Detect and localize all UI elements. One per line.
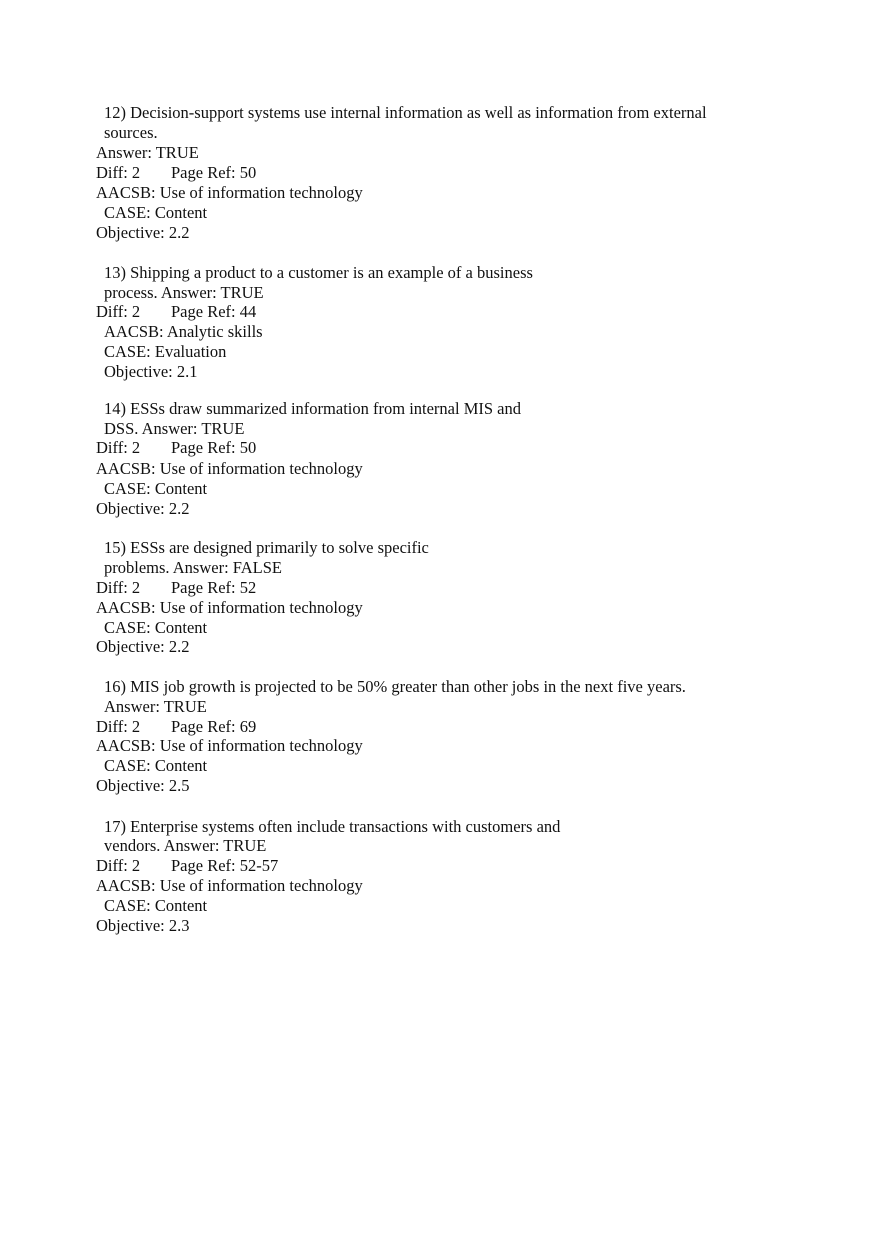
question-16-aacsb: AACSB: Use of information technology xyxy=(96,736,363,755)
question-14-objective: Objective: 2.2 xyxy=(96,499,190,518)
question-17-objective: Objective: 2.3 xyxy=(96,916,190,935)
question-15-objective: Objective: 2.2 xyxy=(96,637,190,656)
question-14-text-cont: DSS. Answer: TRUE xyxy=(104,419,245,438)
question-15-aacsb: AACSB: Use of information technology xyxy=(96,598,363,617)
question-12-answer: Answer: TRUE xyxy=(96,143,199,162)
question-15-case: CASE: Content xyxy=(104,618,208,637)
question-13-page-ref: Page Ref: 44 xyxy=(171,302,257,321)
question-15-text-cont: problems. Answer: FALSE xyxy=(104,558,282,577)
question-14-aacsb: AACSB: Use of information technology xyxy=(96,459,363,478)
question-12-aacsb: AACSB: Use of information technology xyxy=(96,183,363,202)
question-12-text: 12) Decision-support systems use internal information as well as information from external xyxy=(104,103,707,122)
question-16-answer: Answer: TRUE xyxy=(104,697,207,716)
question-13-objective: Objective: 2.1 xyxy=(104,362,198,381)
question-13-case: CASE: Evaluation xyxy=(104,342,227,361)
question-13-text-cont: process. Answer: TRUE xyxy=(104,283,264,302)
question-17-page-ref: Page Ref: 52-57 xyxy=(171,856,279,875)
question-14-diff: Diff: 2 xyxy=(96,438,141,457)
question-15-page-ref: Page Ref: 52 xyxy=(171,578,257,597)
question-17-text: 17) Enterprise systems often include transactions with customers and xyxy=(104,817,561,836)
question-12-diff: Diff: 2 xyxy=(96,163,141,182)
question-16-text: 16) MIS job growth is projected to be 50% greater than other jobs in the next five years. xyxy=(104,677,686,696)
question-16-diff: Diff: 2 xyxy=(96,717,141,736)
question-14-text: 14) ESSs draw summarized information from internal MIS and xyxy=(104,399,522,418)
question-16-case: CASE: Content xyxy=(104,756,208,775)
question-13-aacsb: AACSB: Analytic skills xyxy=(104,322,263,341)
question-17-diff: Diff: 2 xyxy=(96,856,141,875)
question-16-page-ref: Page Ref: 69 xyxy=(171,717,257,736)
question-15-diff: Diff: 2 xyxy=(96,578,141,597)
question-13-diff: Diff: 2 xyxy=(96,302,141,321)
question-12-case: CASE: Content xyxy=(104,203,208,222)
question-17-text-cont: vendors. Answer: TRUE xyxy=(104,836,267,855)
question-12-objective: Objective: 2.2 xyxy=(96,223,190,242)
question-13-text: 13) Shipping a product to a customer is an example of a business xyxy=(104,263,533,282)
question-17-aacsb: AACSB: Use of information technology xyxy=(96,876,363,895)
question-15-text: 15) ESSs are designed primarily to solve specific xyxy=(104,538,429,557)
question-12-page-ref: Page Ref: 50 xyxy=(171,163,257,182)
question-12-text-cont: sources. xyxy=(104,123,158,142)
question-16-objective: Objective: 2.5 xyxy=(96,776,190,795)
question-17-case: CASE: Content xyxy=(104,896,208,915)
question-14-case: CASE: Content xyxy=(104,479,208,498)
question-14-page-ref: Page Ref: 50 xyxy=(171,438,257,457)
